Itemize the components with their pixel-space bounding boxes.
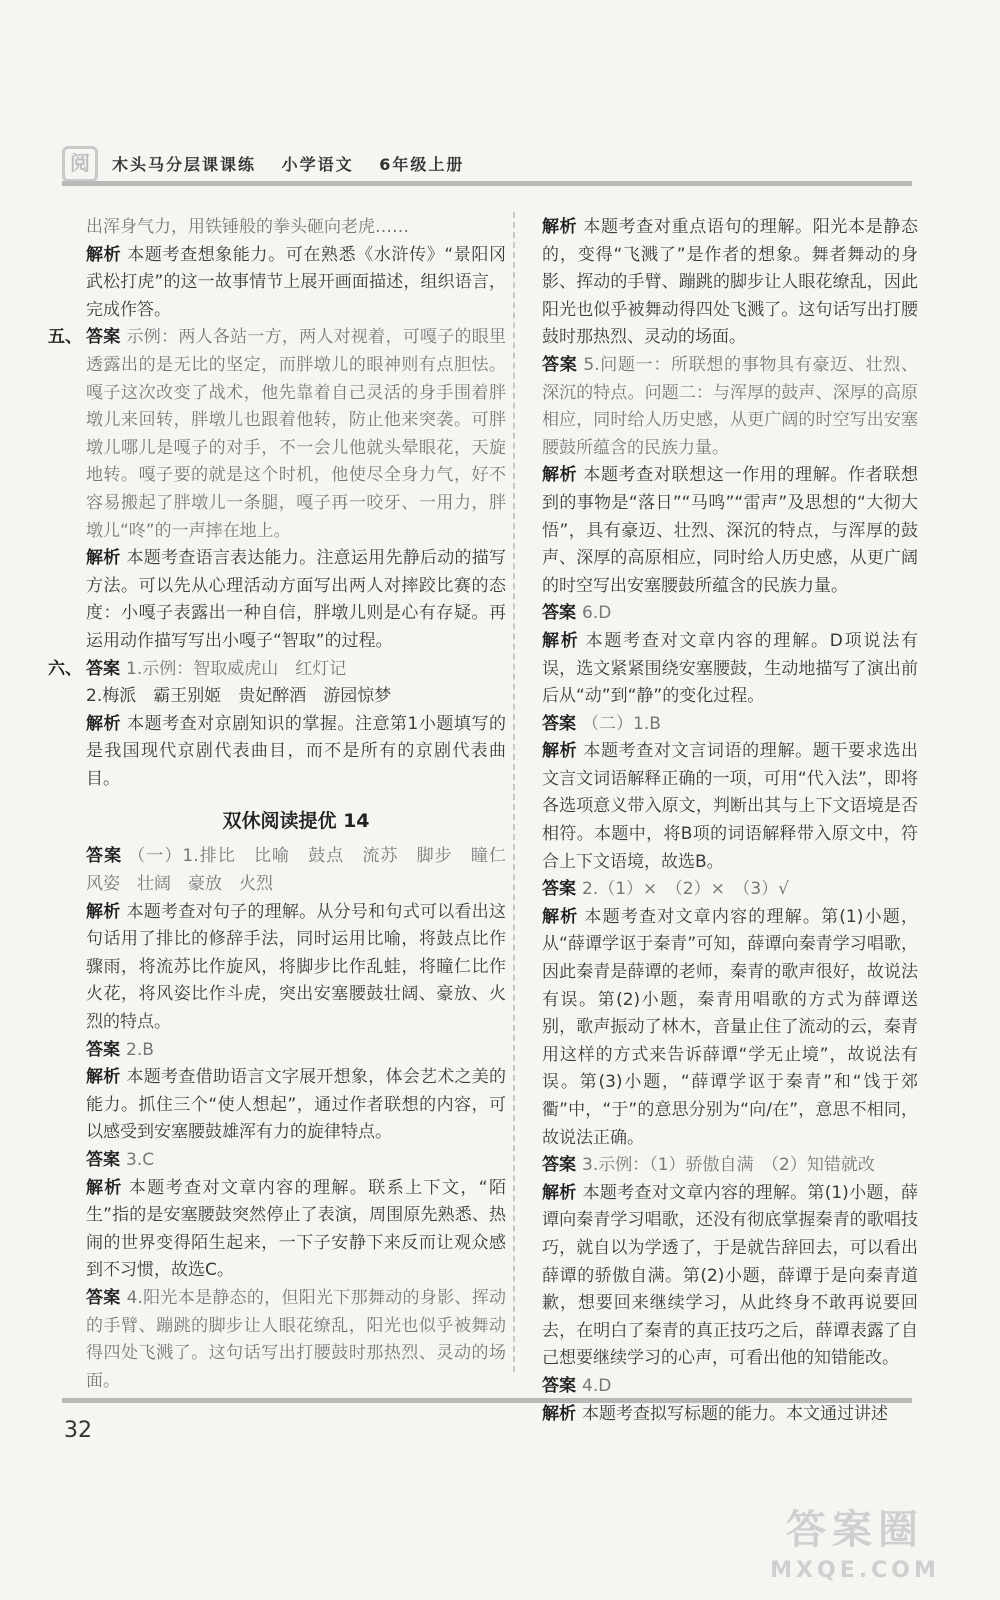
answer-tag: 答案 bbox=[86, 1039, 120, 1060]
answer-text: 2.B bbox=[126, 1039, 154, 1060]
answer-tag: 答案 bbox=[86, 1150, 120, 1170]
answer-text: 示例：两人各站一方，两人对视着，可嘎子的眼里透露出的是无比的坚定，而胖墩儿的眼神则有点胆怯。嘎子这次改变了战术，他先靠着自己灵活的身手围着胖墩儿来回转，胖墩儿也跟着他转，防止他来突袭。可胖墩儿哪儿是嘎子的对手，不一会儿他就头晕眼花，天旋地转。嘎子要的就是这个时机，他使尽全身力气，好不容易搬起了胖墩儿一条腿，嘎子再一咬牙、一用力，胖墩儿“咚”的一声摔在地上。 bbox=[86, 327, 507, 541]
footer-rule bbox=[62, 1398, 912, 1403]
right-column bbox=[542, 214, 918, 1428]
analysis-tag: 解析 bbox=[86, 548, 121, 569]
answer-text: 5.问题一：所联想的事物具有豪迈、壮烈、深沉的特点。问题二：与浑厚的鼓声、深厚的高原相应，同时给人历史感，从更广阔的时空写出安塞腰鼓所蕴含的民族力量。 bbox=[542, 354, 918, 458]
answer-tag: 答案 bbox=[542, 713, 576, 734]
answer-tag: 答案 bbox=[542, 603, 576, 624]
analysis-tag: 解析 bbox=[542, 906, 579, 927]
book-logo: 阅 bbox=[62, 146, 98, 182]
s4-answer bbox=[86, 1285, 506, 1395]
s1-analysis bbox=[86, 899, 506, 1037]
r8 bbox=[542, 876, 918, 904]
answer-text: 6.D bbox=[582, 603, 612, 624]
r10 bbox=[542, 1152, 918, 1180]
question-number: 六、 bbox=[48, 658, 82, 679]
r6 bbox=[542, 711, 918, 739]
analysis-tag: 解析 bbox=[542, 1182, 577, 1203]
analysis-text: 本题考查对文章内容的理解。联系上下文，“陌生”指的是安塞腰鼓突然停止了表演，周围原先熟悉、热闹的世界变得陌生起来，一下子安静下来反而让观众感到不习惯，故选C。 bbox=[86, 1177, 507, 1281]
question-6 bbox=[48, 656, 506, 684]
r1 bbox=[542, 214, 918, 352]
s3-analysis bbox=[86, 1175, 506, 1285]
answer-tag: 答案 bbox=[542, 354, 578, 375]
r4 bbox=[542, 600, 918, 628]
r2 bbox=[542, 352, 918, 462]
analysis-tag: 解析 bbox=[86, 1067, 121, 1088]
answer-tag: 答案 bbox=[86, 327, 121, 348]
r12 bbox=[542, 1373, 918, 1401]
analysis-text: 本题考查对文言词语的理解。题干要求选出文言文词语解释正确的一项，可用“代入法”，即将各选项意义带入原文，判断出其与上下文语境是否相符。本题中，将B项的词语解释带入原文中，符合上下文语境，故选B。 bbox=[542, 741, 919, 872]
page-header bbox=[62, 142, 912, 186]
answer-text: （二）1.B bbox=[582, 713, 661, 734]
question-number: 五、 bbox=[48, 327, 82, 348]
answer-text: 4.阳光本是静态的，但阳光下那舞动的身影、挥动的手臂、蹦跳的脚步让人眼花缭乱，阳光也似乎被舞动得四处飞溅了。这句话写出打腰鼓时那热烈、灵动的场面。 bbox=[86, 1287, 507, 1391]
header-title bbox=[112, 152, 482, 175]
q6-analysis bbox=[86, 711, 506, 794]
r13 bbox=[542, 1401, 918, 1429]
answer-text: 1.示例：智取威虎山 红灯记 bbox=[126, 658, 347, 679]
subject-label: 小学语文 bbox=[281, 155, 354, 174]
analysis-tag: 解析 bbox=[542, 741, 578, 762]
analysis-tag: 解析 bbox=[86, 244, 122, 265]
book-title: 木头马分层课课练 bbox=[112, 155, 257, 174]
s2-analysis bbox=[86, 1064, 506, 1147]
r7 bbox=[542, 738, 918, 876]
q5-answer bbox=[86, 324, 506, 545]
q5-analysis bbox=[86, 545, 506, 655]
r3 bbox=[542, 462, 918, 600]
analysis-text: 本题考查拟写标题的能力。本文通过讲述 bbox=[582, 1403, 888, 1424]
question-5 bbox=[48, 324, 507, 545]
header-rule bbox=[62, 181, 912, 186]
analysis-tag: 解析 bbox=[86, 901, 121, 922]
page-number: 32 bbox=[64, 1418, 92, 1443]
s2-answer bbox=[86, 1037, 506, 1065]
s3-answer bbox=[86, 1147, 506, 1175]
answer-tag: 答案 bbox=[542, 879, 576, 900]
q6-answer-a bbox=[86, 656, 506, 684]
left-p2 bbox=[86, 242, 506, 325]
q6-answer-b: 2.梅派 霸王别姬 贵妃醉酒 游园惊梦 bbox=[86, 686, 392, 707]
analysis-text: 本题考查对文章内容的理解。D项说法有误，选文紧紧围绕安塞腰鼓，生动地描写了演出前后从“动”到“静”的变化过程。 bbox=[542, 630, 919, 707]
analysis-tag: 解析 bbox=[542, 217, 578, 237]
analysis-text: 本题考查借助语言文字展开想象，体会艺术之美的能力。抓住三个“使人想起”，通过作者联想的内容，可以感受到安塞腰鼓雄浑有力的旋律特点。 bbox=[86, 1067, 507, 1143]
answer-tag: 答案 bbox=[86, 1287, 121, 1308]
r5 bbox=[542, 628, 918, 711]
grade-label: 6年级上册 bbox=[379, 155, 465, 174]
analysis-text: 本题考查对联想这一作用的理解。作者联想到的事物是“落日”“马鸣”“雷声”及思想的“大彻大悟”，具有豪迈、壮烈、深沉的特点，与浑厚的鼓声、深厚的高原相应，同时给人历史感，从更广阔的时空写出安塞腰鼓所蕴含的民族力量。 bbox=[542, 465, 919, 596]
section-title: 双休阅读提优 14 bbox=[222, 810, 370, 833]
left-column bbox=[48, 214, 523, 1395]
answer-text: 3.C bbox=[126, 1150, 155, 1170]
answer-text: 2.（1）× （2）× （3）√ bbox=[582, 879, 789, 900]
answer-tag: 答案 bbox=[542, 1375, 576, 1396]
analysis-tag: 解析 bbox=[542, 465, 578, 486]
column-divider bbox=[513, 212, 515, 1372]
analysis-tag: 解析 bbox=[86, 1177, 123, 1198]
watermark-url: MXQE.COM bbox=[770, 1558, 940, 1583]
analysis-tag: 解析 bbox=[542, 1403, 576, 1424]
answer-text: 4.D bbox=[582, 1375, 612, 1396]
r9 bbox=[542, 904, 918, 1152]
analysis-text: 本题考查对京剧知识的掌握。注意第1小题填写的是我国现代京剧代表曲目，而不是所有的京剧代表曲目。 bbox=[86, 713, 506, 789]
answer-text: 3.示例：（1）骄傲自满 （2）知错就改 bbox=[582, 1155, 875, 1176]
analysis-tag: 解析 bbox=[542, 630, 580, 651]
s1-answer bbox=[86, 843, 523, 898]
analysis-text: 本题考查语言表达能力。注意运用先静后动的描写方法。可以先从心理活动方面写出两人对摔跤比赛的态度：小嘎子表露出一种自信，胖墩儿则是心有存疑。再运用动作描写写出小嘎子“智取”的过程。 bbox=[86, 548, 507, 651]
analysis-text: 本题考查对重点语句的理解。阳光本是静态的，变得“飞溅了”是作者的想象。舞者舞动的身影、挥动的手臂、蹦跳的脚步让人眼花缭乱，因此阳光也似乎被舞动得四处飞溅了。这句话写出打腰鼓时那热烈、灵动的场面。 bbox=[542, 217, 919, 348]
watermark-logo bbox=[750, 1502, 960, 1594]
watermark-title: 答案圈 bbox=[786, 1507, 924, 1553]
r11 bbox=[542, 1180, 918, 1373]
answer-tag: 答案 bbox=[86, 658, 120, 679]
answer-text: （一）1.排比 比喻 鼓点 流苏 脚步 瞳仁 风姿 壮阔 豪放 火烈 bbox=[86, 846, 523, 895]
analysis-text: 本题考查想象能力。可在熟悉《水浒传》“景阳冈武松打虎”的这一故事情节上展开画面描述，组织语言，完成作答。 bbox=[86, 244, 506, 320]
analysis-text: 本题考查对句子的理解。从分号和句式可以看出这句话用了排比的修辞手法，同时运用比喻，将鼓点比作骤雨，将流苏比作旋风，将脚步比作乱蛙，将瞳仁比作火花，将风姿比作斗虎，突出安塞腰鼓壮阔、豪放、火烈的特点。 bbox=[86, 901, 507, 1033]
answer-tag: 答案 bbox=[86, 846, 123, 867]
analysis-text: 本题考查对文章内容的理解。第(1)小题，薛谭向秦青学习唱歌，还没有彻底掌握秦青的歌唱技巧，就自以为学透了，于是就告辞回去，可以看出薛谭的骄傲自满。第(2)小题，薛谭于是向秦青道歉，想要回来继续学习，从此终身不敢再说要回去，在明白了秦青的真正技巧之后，薛谭表露了自己想要继续学习的心声，可看出他的知错能改。 bbox=[542, 1182, 918, 1369]
analysis-text: 本题考查对文章内容的理解。第(1)小题，从“薛谭学讴于秦青”可知，薛谭向秦青学习唱歌，因此秦青是薛谭的老师，秦青的歌声很好，故说法有误。第(2)小题，秦青用唱歌的方式为薛谭送别，歌声振动了林木，音量止住了流动的云，秦青用这样的方式来告诉薛谭“学无止境”，故说法有误。第(3)小题，“薛谭学讴于秦青”和“饯于郊衢”中，“于”的意思分别为“向/在”，意思不相同，故说法正确。 bbox=[542, 906, 918, 1148]
answer-tag: 答案 bbox=[542, 1155, 576, 1176]
left-p1: 出浑身气力，用铁锤般的拳头砸向老虎…… bbox=[86, 217, 409, 237]
analysis-tag: 解析 bbox=[86, 713, 122, 734]
